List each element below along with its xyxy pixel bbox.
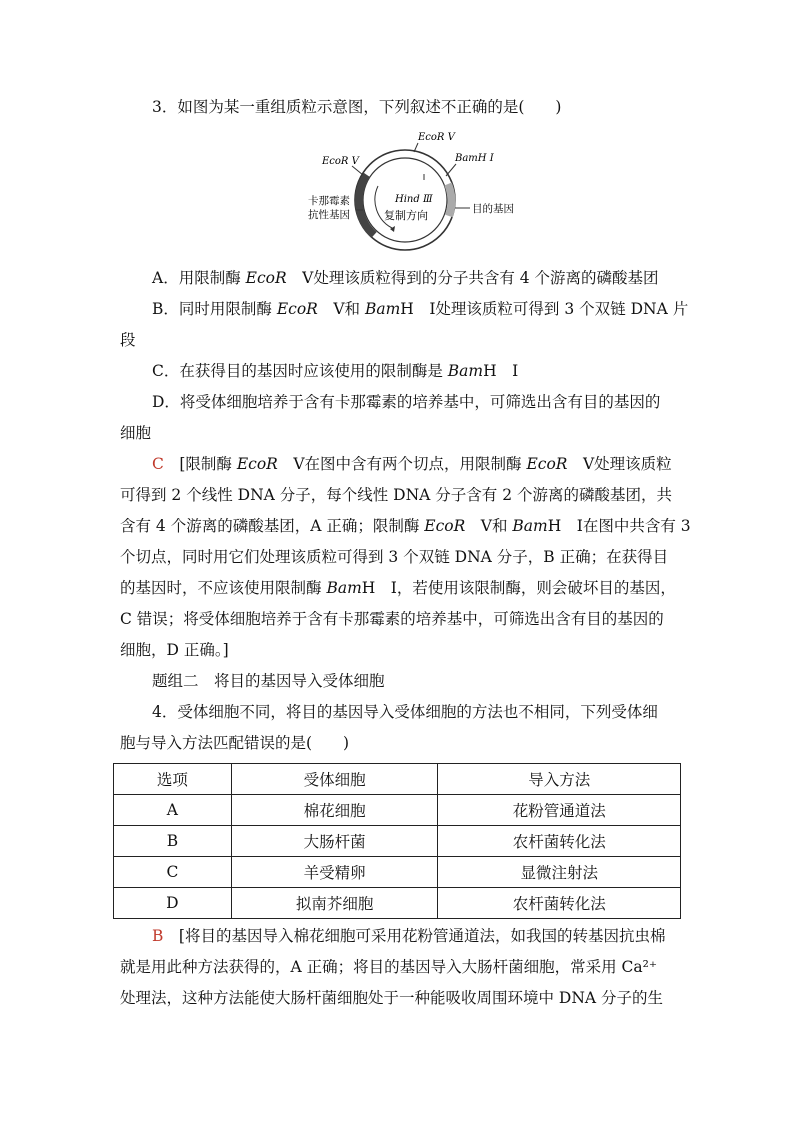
- table-row: [114, 888, 681, 919]
- q3-answer: C: [152, 455, 164, 473]
- label-target-gene: 目的基因: [472, 203, 514, 215]
- q4-options-table: [113, 763, 681, 919]
- q3-option-c: C．在获得目的基因时应该使用的限制酶是 BamH Ⅰ: [152, 362, 519, 380]
- table-cell: 花粉管通道法: [438, 795, 681, 826]
- q3-option-a: A．用限制酶 EcoR Ⅴ处理该质粒得到的分子共含有 4 个游离的磷酸基团: [152, 269, 659, 287]
- table-cell: 显微注射法: [438, 857, 681, 888]
- table-row: [114, 795, 681, 826]
- q4-explanation-2: 就是用此种方法获得的，A 正确；将目的基因导入大肠杆菌细胞，常采用 Ca²⁺: [120, 958, 658, 976]
- table-row: [114, 857, 681, 888]
- table-cell: D: [114, 888, 232, 919]
- q4-explanation-3: 处理法，这种方法能使大肠杆菌细胞处于一种能吸收周围环境中 DNA 分子的生: [120, 989, 664, 1007]
- label-ecor-top: EcoR Ⅴ: [418, 132, 455, 143]
- label-kanamycin-1: 卡那霉素: [308, 195, 350, 207]
- table-cell: 农杆菌转化法: [438, 888, 681, 919]
- q3-explanation-2: 可得到 2 个线性 DNA 分子，每个线性 DNA 分子含有 2 个游离的磷酸基团，共: [120, 486, 673, 504]
- q3-explanation-6: C 错误；将受体细胞培养于含有卡那霉素的培养基中，可筛选出含有目的基因的: [120, 610, 664, 628]
- plasmid-diagram: [300, 128, 530, 258]
- q4-explanation-1: B [将目的基因导入棉花细胞可采用花粉管通道法，如我国的转基因抗虫棉: [152, 927, 666, 945]
- label-kanamycin-2: 抗性基因: [308, 209, 350, 221]
- label-bamh: BamH Ⅰ: [455, 153, 494, 164]
- q3-explanation-5: 的基因时，不应该使用限制酶 BamH Ⅰ，若使用该限制酶，则会破坏目的基因，: [120, 579, 676, 597]
- table-cell: 拟南芥细胞: [231, 888, 438, 919]
- q3-explanation-1: C [限制酶 EcoR Ⅴ在图中含有两个切点，用限制酶 EcoR Ⅴ处理该质粒: [152, 455, 672, 473]
- table-header: 受体细胞: [231, 764, 438, 795]
- table-row: [114, 826, 681, 857]
- q3-explanation-7: 细胞，D 正确。]: [120, 641, 229, 659]
- table-cell: 大肠杆菌: [231, 826, 438, 857]
- table-header-row: [114, 764, 681, 795]
- q4-stem-cont: 胞与导入方法匹配错误的是( ): [120, 734, 350, 752]
- label-ecor-left: EcoR Ⅴ: [322, 156, 359, 167]
- table-cell: A: [114, 795, 232, 826]
- table-header: 选项: [114, 764, 232, 795]
- q3-option-d: D．将受体细胞培养于含有卡那霉素的培养基中，可筛选出含有目的基因的: [152, 393, 661, 411]
- table-cell: 农杆菌转化法: [438, 826, 681, 857]
- q3-option-b: B．同时用限制酶 EcoR Ⅴ和 BamH Ⅰ处理该质粒可得到 3 个双链 DNA 片: [152, 300, 689, 318]
- label-hind: Hind Ⅲ: [395, 194, 433, 205]
- table-cell: C: [114, 857, 232, 888]
- table-cell: 棉花细胞: [231, 795, 438, 826]
- group-heading: 题组二 将目的基因导入受体细胞: [152, 672, 385, 690]
- table-cell: B: [114, 826, 232, 857]
- table-cell: 羊受精卵: [231, 857, 438, 888]
- q3-explanation-3: 含有 4 个游离的磷酸基团，A 正确；限制酶 EcoR Ⅴ和 BamH Ⅰ在图中共含有 3: [120, 517, 691, 535]
- table-header: 导入方法: [438, 764, 681, 795]
- q3-stem: 3．如图为某一重组质粒示意图，下列叙述不正确的是( ): [152, 98, 562, 116]
- q4-answer: B: [152, 927, 164, 945]
- q3-explanation-4: 个切点，同时用它们处理该质粒可得到 3 个双链 DNA 分子，B 正确；在获得目: [120, 548, 669, 566]
- q3-option-d-cont: 细胞: [120, 424, 152, 442]
- q3-option-b-cont: 段: [120, 331, 136, 349]
- q4-stem: 4．受体细胞不同，将目的基因导入受体细胞的方法也不相同，下列受体细: [152, 703, 658, 721]
- label-replication-direction: 复制方向: [384, 209, 428, 222]
